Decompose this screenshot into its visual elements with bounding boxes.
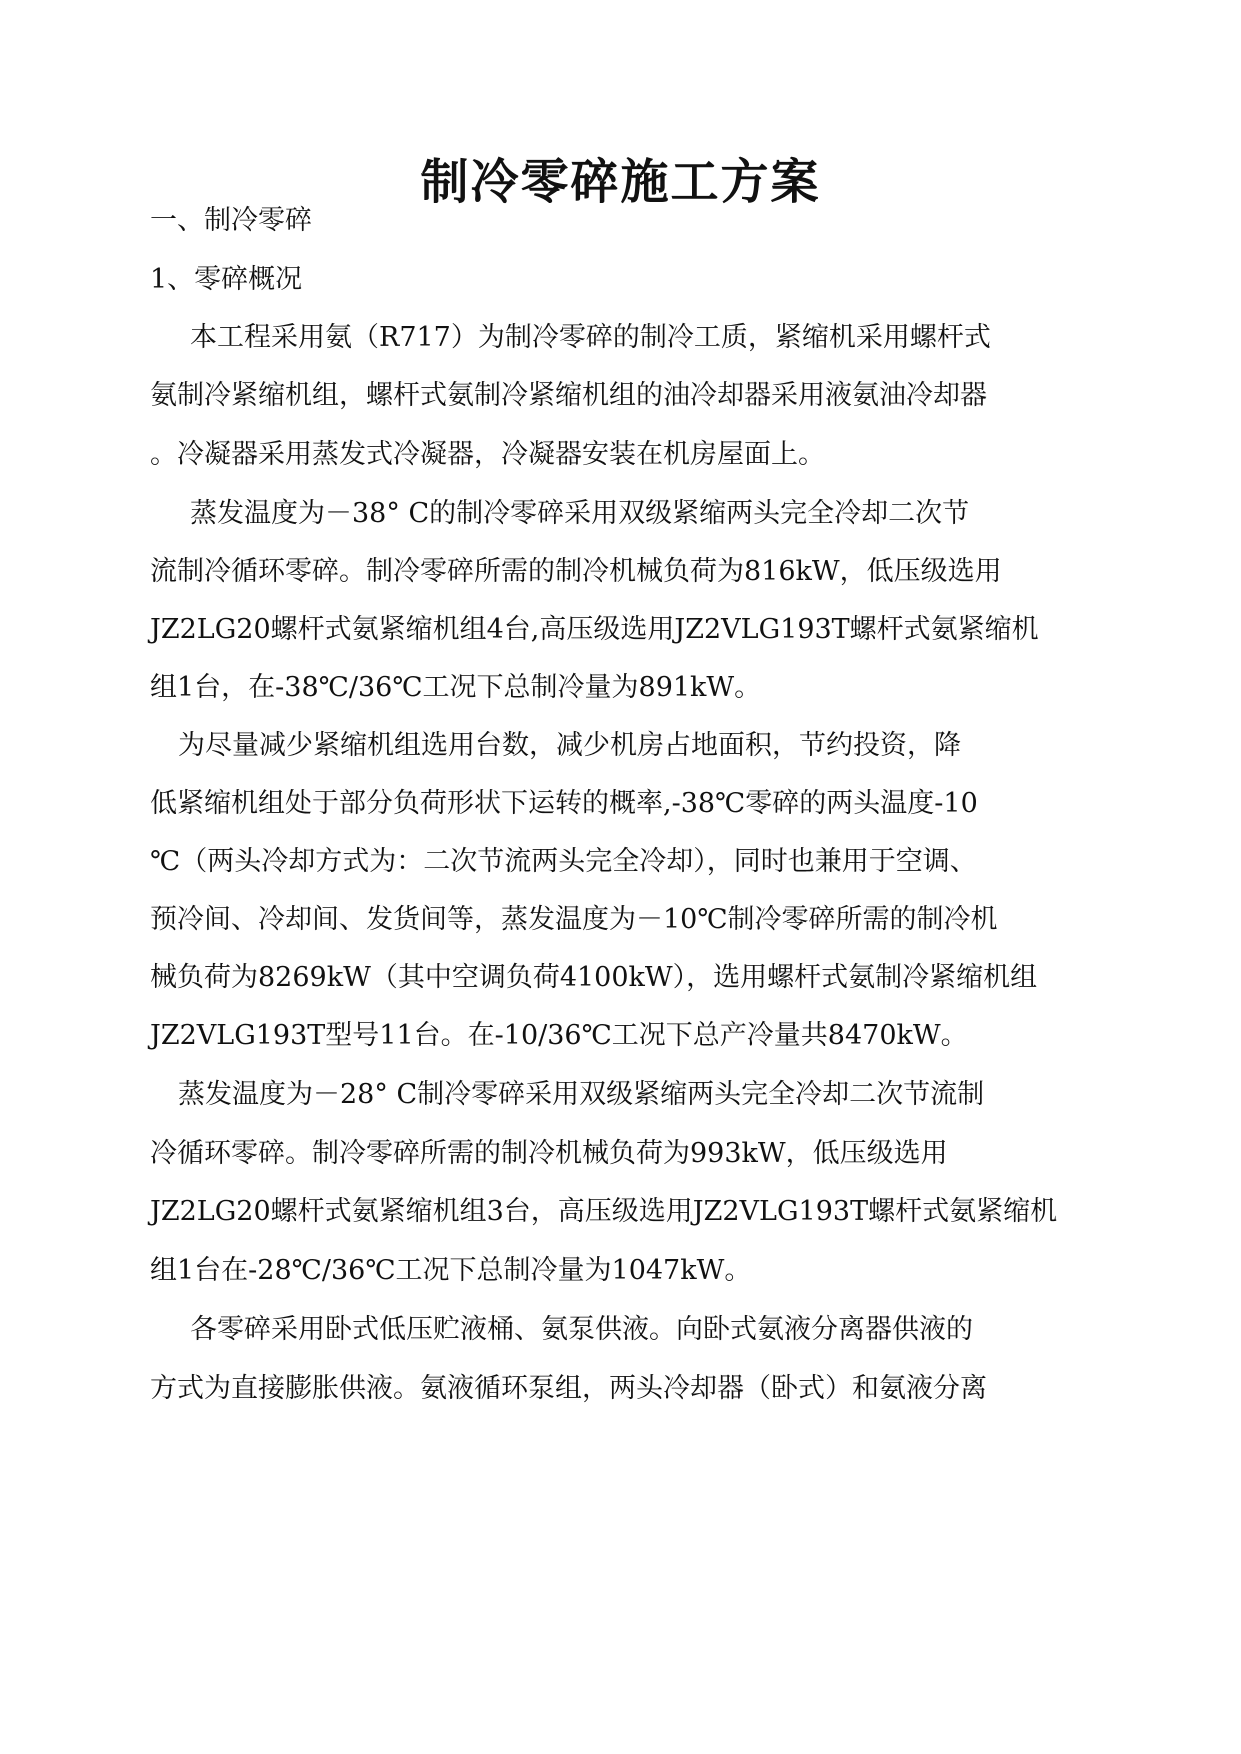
paragraph-line: 流制冷循环零碎。制冷零碎所需的制冷机械负荷为816kW，低压级选用 bbox=[150, 556, 1002, 587]
paragraph-line: 为尽量减少紧缩机组选用台数，减少机房占地面积，节约投资，降 bbox=[178, 730, 961, 761]
paragraph-line: JZ2VLG193T型号11台。在-10/36℃工况下总产冷量共8470kW。 bbox=[150, 1020, 968, 1051]
paragraph-line: 蒸发温度为－28° C制冷零碎采用双级紧缩两头完全冷却二次节流制 bbox=[178, 1079, 985, 1110]
paragraph-line: 冷循环零碎。制冷零碎所需的制冷机械负荷为993kW，低压级选用 bbox=[150, 1138, 948, 1169]
paragraph-line: 方式为直接膨胀供液。氨液循环泵组，两头冷却器（卧式）和氨液分离 bbox=[150, 1373, 987, 1404]
paragraph-line: ℃（两头冷却方式为：二次节流两头完全冷却），同时也兼用于空调、 bbox=[150, 846, 977, 877]
paragraph-line: 械负荷为8269kW（其中空调负荷4100kW），选用螺杆式氨制冷紧缩机组 bbox=[150, 962, 1038, 993]
paragraph-line: 。冷凝器采用蒸发式冷凝器，冷凝器安装在机房屋面上。 bbox=[150, 439, 825, 470]
paragraph-line: 各零碎采用卧式低压贮液桶、氨泵供液。向卧式氨液分离器供液的 bbox=[190, 1314, 973, 1345]
document-title: 制冷零碎施工方案 bbox=[420, 154, 821, 210]
paragraph-line: JZ2LG20螺杆式氨紧缩机组3台，高压级选用JZ2VLG193T螺杆式氨紧缩机 bbox=[150, 1196, 1058, 1227]
paragraph-line: 预冷间、冷却间、发货间等，蒸发温度为－10℃制冷零碎所需的制冷机 bbox=[150, 904, 998, 935]
paragraph-line: 低紧缩机组处于部分负荷形状下运转的概率,-38℃零碎的两头温度-10 bbox=[150, 788, 978, 819]
paragraph-line: 组1台，在-38℃/36℃工况下总制冷量为891kW。 bbox=[150, 672, 762, 703]
paragraph-line: 组1台在-28℃/36℃工况下总制冷量为1047kW。 bbox=[150, 1255, 752, 1286]
paragraph-line: JZ2LG20螺杆式氨紧缩机组4台,高压级选用JZ2VLG193T螺杆式氨紧缩机 bbox=[150, 614, 1039, 645]
paragraph-line: 氨制冷紧缩机组，螺杆式氨制冷紧缩机组的油冷却器采用液氨油冷却器 bbox=[150, 380, 987, 411]
subsection-heading: 1、零碎概况 bbox=[150, 264, 303, 295]
paragraph-line: 本工程采用氨（R717）为制冷零碎的制冷工质，紧缩机采用螺杆式 bbox=[190, 322, 991, 353]
section-heading: 一、制冷零碎 bbox=[150, 205, 312, 236]
paragraph-line: 蒸发温度为－38° C的制冷零碎采用双级紧缩两头完全冷却二次节 bbox=[190, 498, 970, 529]
